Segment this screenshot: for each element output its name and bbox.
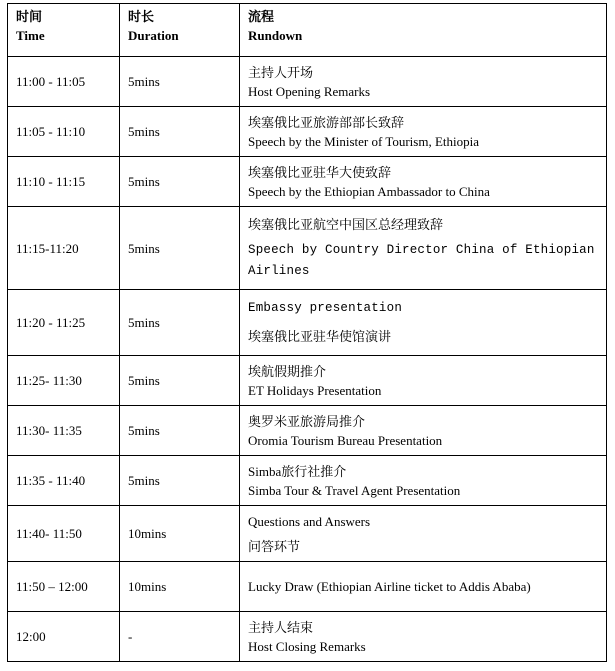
time-cell: 11:05 - 11:10 [8, 107, 120, 157]
header-time-cn: 时间 [16, 9, 43, 24]
rundown-cell [240, 107, 607, 157]
table-row [8, 57, 607, 107]
time-cell: 11:50 – 12:00 [8, 562, 120, 612]
table-row [8, 456, 607, 506]
time-cell: 11:20 - 11:25 [8, 290, 120, 356]
rundown-en: Speech by the Minister of Tourism, Ethiopia [248, 133, 480, 149]
rundown-cell [240, 406, 607, 456]
rundown-cn: 主持人开场 [248, 64, 314, 80]
rundown-en: ET Holidays Presentation [248, 382, 382, 398]
table-row [8, 356, 607, 406]
time-cell: 12:00 [8, 612, 120, 662]
table-row [8, 290, 607, 356]
table-row [8, 506, 607, 562]
table-row [8, 562, 607, 612]
header-rundown-en: Rundown [248, 28, 303, 43]
duration-cell: 5mins [120, 456, 240, 506]
header-time-en: Time [16, 28, 45, 43]
header-duration-cn: 时长 [128, 9, 155, 24]
time-cell: 11:15-11:20 [8, 207, 120, 290]
rundown-cell [240, 290, 607, 356]
duration-cell: 10mins [120, 506, 240, 562]
rundown-en: Simba Tour & Travel Agent Presentation [248, 482, 461, 498]
rundown-en: Embassy presentation [248, 301, 403, 315]
duration-cell: 5mins [120, 207, 240, 290]
time-cell: 11:30- 11:35 [8, 406, 120, 456]
rundown-en: Speech by the Ethiopian Ambassador to China [248, 183, 490, 199]
rundown-en: Oromia Tourism Bureau Presentation [248, 432, 443, 448]
rundown-cn: Simba旅行社推介 [248, 463, 347, 479]
rundown-cell [240, 157, 607, 207]
rundown-cn: 埃塞俄比亚航空中国区总经理致辞 [248, 216, 444, 232]
rundown-cn: 埃塞俄比亚旅游部部长致辞 [248, 114, 405, 130]
rundown-cell [240, 456, 607, 506]
table-row [8, 157, 607, 207]
duration-cell: 5mins [120, 356, 240, 406]
header-row [8, 4, 607, 57]
time-cell: 11:10 - 11:15 [8, 157, 120, 207]
rundown-cell [240, 356, 607, 406]
rundown-cell [240, 207, 607, 290]
duration-cell: 5mins [120, 406, 240, 456]
rundown-en: Host Closing Remarks [248, 638, 366, 654]
rundown-cn: 埃航假期推介 [248, 363, 327, 379]
rundown-en: Lucky Draw (Ethiopian Airline ticket to Addis Ababa) [248, 579, 531, 594]
table-row [8, 406, 607, 456]
duration-cell: 5mins [120, 107, 240, 157]
rundown-cn: 埃塞俄比亚驻华使馆演讲 [248, 329, 392, 344]
rundown-cn: 问答环节 [248, 538, 301, 554]
rundown-en: Host Opening Remarks [248, 83, 371, 99]
time-cell: 11:35 - 11:40 [8, 456, 120, 506]
time-cell: 11:40- 11:50 [8, 506, 120, 562]
duration-cell: 5mins [120, 57, 240, 107]
rundown-cell [240, 57, 607, 107]
duration-cell: - [120, 612, 240, 662]
rundown-en: Questions and Answers [248, 513, 371, 529]
time-cell: 11:00 - 11:05 [8, 57, 120, 107]
table-row [8, 107, 607, 157]
rundown-cn: 埃塞俄比亚驻华大使致辞 [248, 164, 392, 180]
rundown-cell [240, 612, 607, 662]
rundown-en: Speech by Country Director China of Ethiopian Airlines [248, 242, 595, 278]
header-rundown [240, 4, 607, 57]
header-duration-en: Duration [128, 28, 179, 43]
rundown-cell [240, 562, 607, 612]
header-rundown-cn: 流程 [248, 9, 275, 24]
rundown-cn: 主持人结束 [248, 619, 314, 635]
table-row [8, 612, 607, 662]
rundown-cn: 奥罗米亚旅游局推介 [248, 413, 366, 429]
rundown-cell [240, 506, 607, 562]
table-row [8, 207, 607, 290]
time-cell: 11:25- 11:30 [8, 356, 120, 406]
duration-cell: 5mins [120, 157, 240, 207]
duration-cell: 10mins [120, 562, 240, 612]
header-time [8, 4, 120, 57]
duration-cell: 5mins [120, 290, 240, 356]
rundown-table [7, 3, 607, 662]
header-duration [120, 4, 240, 57]
